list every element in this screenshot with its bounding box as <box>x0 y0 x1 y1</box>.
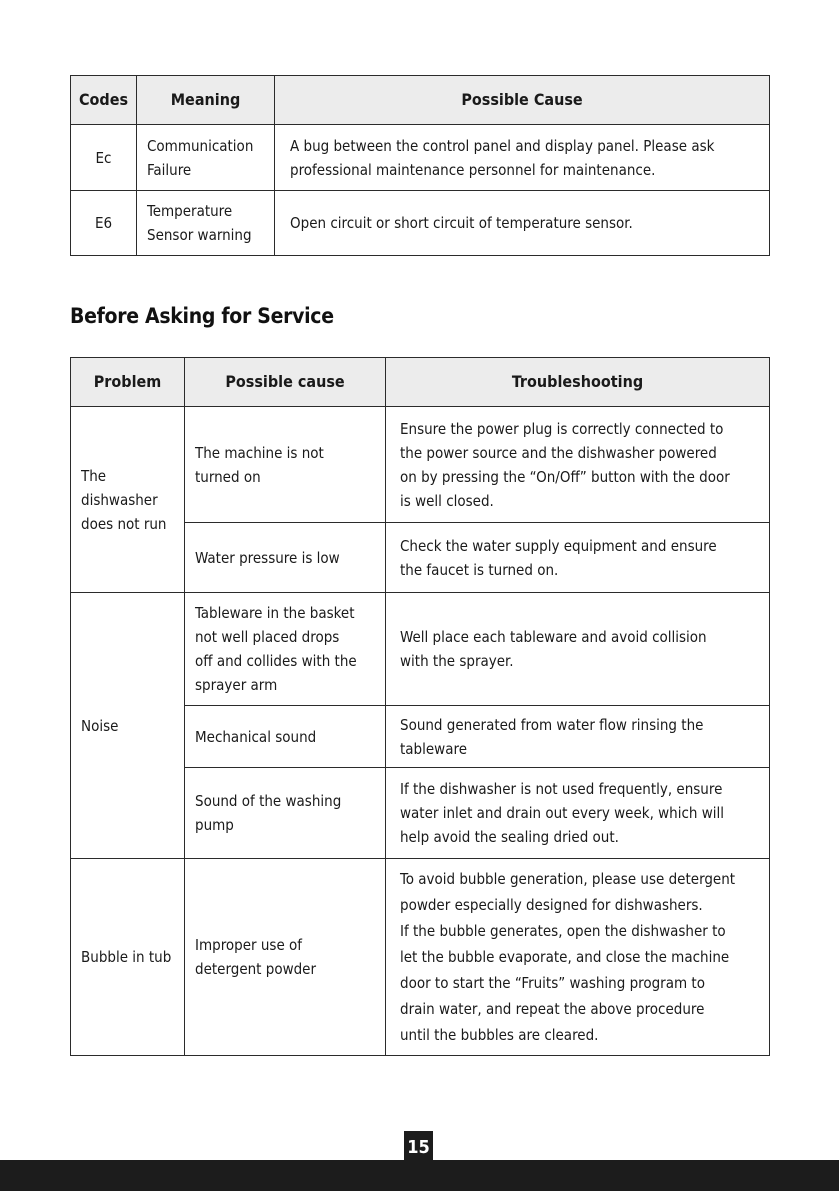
problem-cell <box>71 407 185 593</box>
problem-cell <box>71 593 185 859</box>
text-line: Sensor warning <box>147 226 252 244</box>
text-line: Improper use of <box>195 936 303 954</box>
troubleshooting-cell <box>386 706 770 768</box>
text-line: To avoid bubble generation, please use detergent <box>400 870 736 888</box>
header-possible-cause: Possible cause <box>185 358 386 407</box>
text-line: not well placed drops <box>195 628 340 646</box>
text-line: water inlet and drain out every week, which will <box>400 804 725 822</box>
text-line: The <box>81 466 107 485</box>
header-possible-cause: Possible Cause <box>275 76 770 125</box>
text-line: Sound generated from water flow rinsing the <box>400 715 704 734</box>
page-number: 15 <box>404 1131 433 1162</box>
troubleshooting-cell <box>386 859 770 1056</box>
header-problem: Problem <box>71 358 185 407</box>
text-line: Ensure the power plug is correctly connected to <box>400 419 724 438</box>
troubleshooting-cell <box>386 523 770 593</box>
text-line: Check the water supply equipment and ensure <box>400 536 717 555</box>
text-line: If the dishwasher is not used frequently, ensure <box>400 780 723 798</box>
text-line: tableware <box>400 739 468 758</box>
text-line: with the sprayer. <box>400 652 514 670</box>
text-line: professional maintenance personnel for maintenance. <box>290 160 656 179</box>
table-row <box>71 191 770 256</box>
section-title: Before Asking for Service <box>70 304 334 328</box>
text-line: the faucet is turned on. <box>400 560 559 579</box>
text-line: A bug between the control panel and display panel. Please ask <box>290 136 715 155</box>
text-line: If the bubble generates, open the dishwasher to <box>400 922 726 940</box>
text-line: is well closed. <box>400 491 494 510</box>
text-line: Tableware in the basket <box>195 604 355 622</box>
troubleshooting-table <box>70 357 770 1056</box>
text-line: Bubble in tub <box>81 948 172 966</box>
table-header-row <box>71 358 770 407</box>
header-codes: Codes <box>71 76 137 125</box>
text-line: dishwasher <box>81 490 158 509</box>
text-line: the power source and the dishwasher powered <box>400 443 717 462</box>
text-line: sprayer arm <box>195 676 278 694</box>
footer-bar <box>0 1160 839 1191</box>
text-line: pump <box>195 816 234 834</box>
text-line: until the bubbles are cleared. <box>400 1026 599 1044</box>
table-row <box>71 859 770 1056</box>
troubleshooting-cell <box>386 407 770 523</box>
code-cell: Ec <box>71 125 137 191</box>
error-codes-table <box>70 75 770 256</box>
code-cell: E6 <box>71 191 137 256</box>
cause-cell <box>185 407 386 523</box>
text-line: Noise <box>81 716 119 735</box>
cause-cell <box>185 523 386 593</box>
text-line: drain water, and repeat the above procedure <box>400 1000 705 1018</box>
cause-cell <box>185 706 386 768</box>
text-line: Water pressure is low <box>195 548 340 567</box>
meaning-cell <box>137 191 275 256</box>
cause-cell <box>185 859 386 1056</box>
text-line: off and collides with the <box>195 652 357 670</box>
text-line: on by pressing the “On/Off” button with the door <box>400 467 730 486</box>
cause-cell <box>275 125 770 191</box>
troubleshooting-cell <box>386 593 770 706</box>
text-line: Well place each tableware and avoid collision <box>400 628 707 646</box>
header-troubleshooting: Troubleshooting <box>386 358 770 407</box>
text-line: does not run <box>81 514 167 533</box>
text-line: powder especially designed for dishwashers. <box>400 896 703 914</box>
text-line: Communication <box>147 136 254 155</box>
meaning-cell <box>137 125 275 191</box>
cause-cell <box>275 191 770 256</box>
text-line: Sound of the washing <box>195 792 342 810</box>
text-line: let the bubble evaporate, and close the machine <box>400 948 730 966</box>
header-meaning: Meaning <box>137 76 275 125</box>
text-line: Mechanical sound <box>195 727 317 746</box>
text-line: turned on <box>195 467 261 486</box>
text-line: Open circuit or short circuit of temperature sensor. <box>290 214 633 232</box>
text-line: detergent powder <box>195 960 317 978</box>
text-line: door to start the “Fruits” washing program to <box>400 974 705 992</box>
text-line: The machine is not <box>195 443 324 462</box>
troubleshooting-cell <box>386 768 770 859</box>
table-header-row <box>71 76 770 125</box>
cause-cell <box>185 593 386 706</box>
text-line: Temperature <box>147 202 233 220</box>
text-line: help avoid the sealing dried out. <box>400 828 619 846</box>
table-row <box>71 593 770 706</box>
text-line: Failure <box>147 160 192 179</box>
cause-cell <box>185 768 386 859</box>
table-row <box>71 407 770 523</box>
problem-cell <box>71 859 185 1056</box>
table-row <box>71 125 770 191</box>
